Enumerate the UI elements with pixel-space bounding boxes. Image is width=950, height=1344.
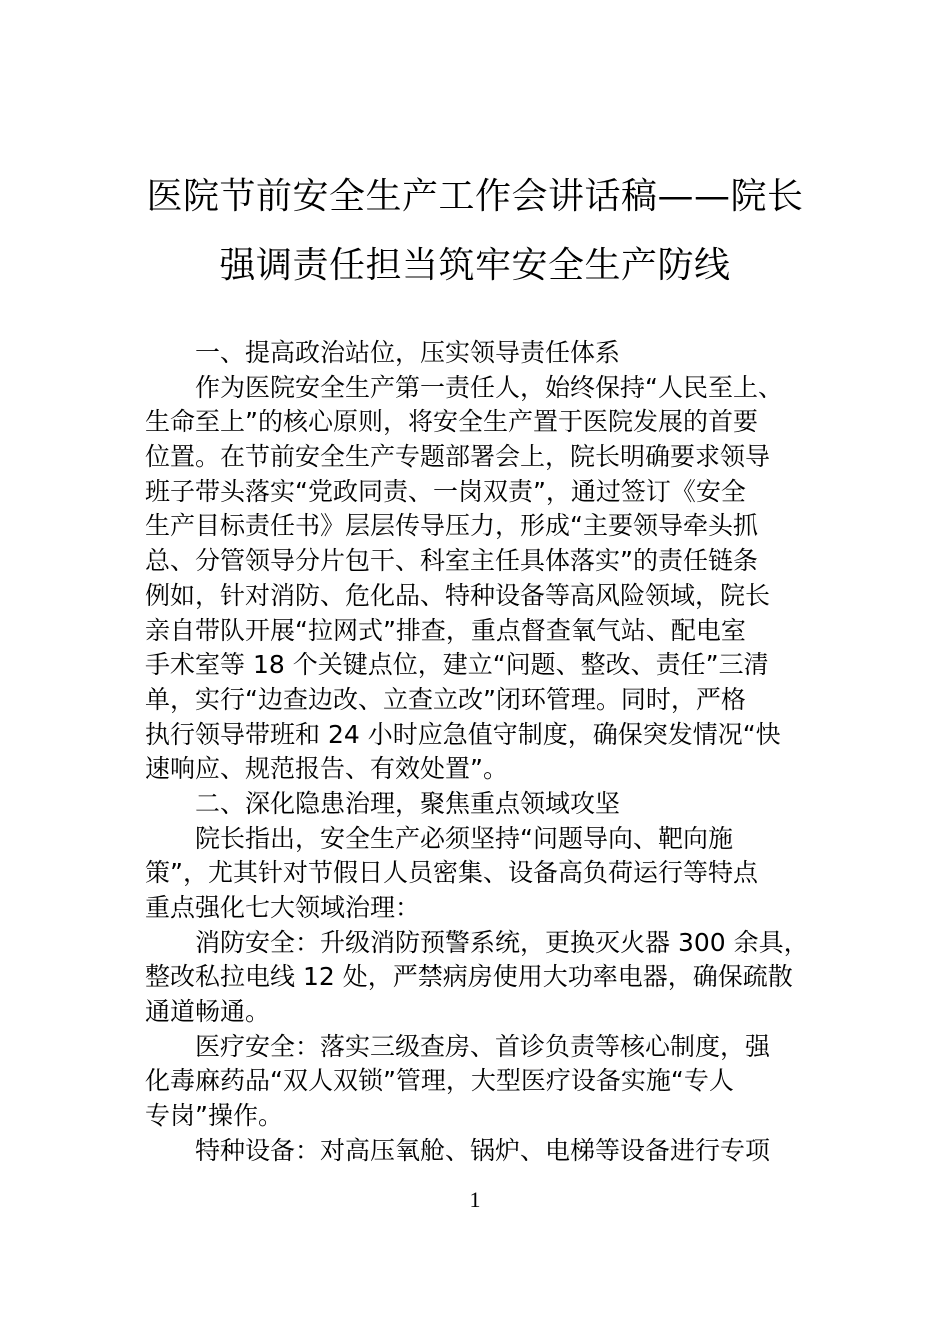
body-line: 消防安全：升级消防预警系统，更换灭火器 300 余具， bbox=[195, 927, 809, 957]
body-line: 化毒麻药品“双人双锁”管理，大型医疗设备实施“专人 bbox=[145, 1066, 734, 1096]
body-line: 生产目标责任书》层层传导压力，形成“主要领导牵头抓 bbox=[145, 511, 758, 541]
document-body bbox=[145, 336, 811, 1169]
body-line: 策”，尤其针对节假日人员密集、设备高负荷运行等特点 bbox=[145, 858, 758, 888]
document-title-line-2: 强调责任担当筑牢安全生产防线 bbox=[219, 245, 731, 286]
page-number: 1 bbox=[469, 1187, 481, 1212]
body-line: 通道畅通。 bbox=[145, 997, 271, 1027]
body-line: 单，实行“边查边改、立查立改”闭环管理。同时，严格 bbox=[145, 684, 746, 714]
body-line: 医疗安全：落实三级查房、首诊负责等核心制度，强 bbox=[195, 1031, 771, 1061]
body-line: 总、分管领导分片包干、科室主任具体落实”的责任链条 bbox=[145, 546, 758, 576]
body-line: 亲自带队开展“拉网式”排查，重点督查氧气站、配电室 bbox=[145, 615, 746, 645]
body-line: 手术室等 18 个关键点位，建立“问题、整改、责任”三清 bbox=[145, 650, 769, 680]
body-line: 位置。在节前安全生产专题部署会上，院长明确要求领导 bbox=[145, 442, 771, 472]
body-line: 执行领导带班和 24 小时应急值守制度，确保突发情况“快 bbox=[145, 719, 781, 749]
body-line: 作为医院安全生产第一责任人，始终保持“人民至上、 bbox=[195, 372, 783, 402]
section-heading-1: 一、提高政治站位，压实领导责任体系 bbox=[195, 338, 621, 367]
body-line: 生命至上”的核心原则，将安全生产置于医院发展的首要 bbox=[145, 407, 758, 437]
body-line: 班子带头落实“党政同责、一岗双责”，通过签订《安全 bbox=[145, 476, 746, 506]
section-heading-2: 二、深化隐患治理，聚焦重点领域攻坚 bbox=[195, 788, 621, 818]
body-line: 专岗”操作。 bbox=[145, 1101, 283, 1131]
body-line: 例如，针对消防、危化品、特种设备等高风险领域，院长 bbox=[145, 580, 771, 610]
document-title-line-1: 医院节前安全生产工作会讲话稿——院长 bbox=[146, 176, 804, 217]
body-line: 速响应、规范报告、有效处置”。 bbox=[145, 754, 508, 784]
body-line: 院长指出，安全生产必须坚持“问题导向、靶向施 bbox=[195, 823, 733, 853]
body-line: 特种设备：对高压氧舱、锅炉、电梯等设备进行专项 bbox=[195, 1135, 771, 1165]
body-line: 整改私拉电线 12 处，严禁病房使用大功率电器，确保疏散 bbox=[145, 962, 793, 992]
body-line: 重点强化七大领域治理： bbox=[145, 893, 421, 922]
